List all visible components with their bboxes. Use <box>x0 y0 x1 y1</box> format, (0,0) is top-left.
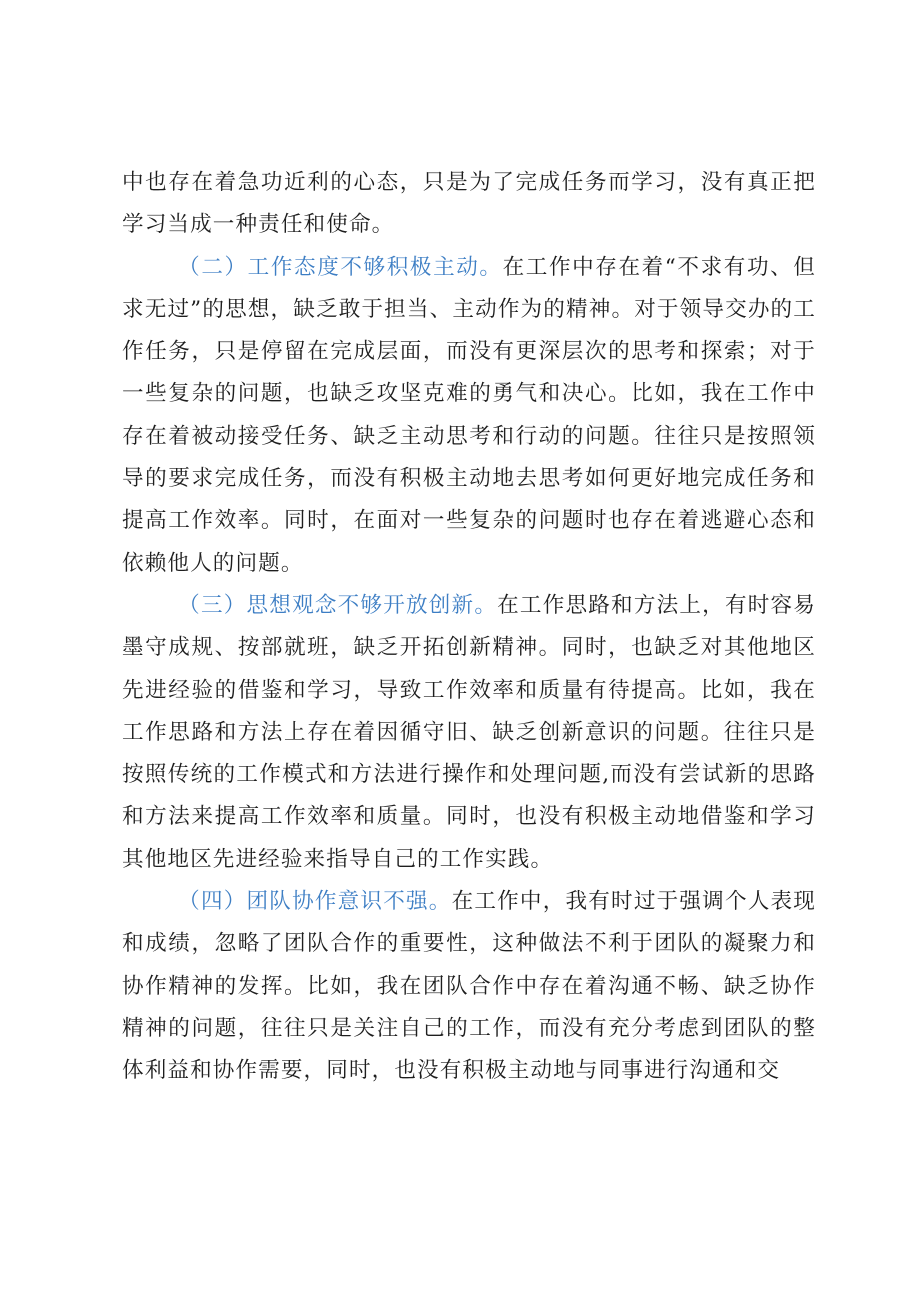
paragraph-text: 在工作思路和方法上，有时容易墨守成规、按部就班，缺乏开拓创新精神。同时，也缺乏对其他地区先进经验的借鉴和学习，导致工作效率和质量有待提高。比如，我在工作思路和方法上存在着因循守旧、缺乏创新意识的问题。往往只是按照传统的工作模式和方法进行操作和处理问题,而没有尝试新的思路和方法来提高工作效率和质量。同时，也没有积极主动地借鉴和学习其他地区先进经验来指导自己的工作实践。 <box>122 592 816 872</box>
paragraph-text: 中也存在着急功近利的心态，只是为了完成任务而学习，没有真正把学习当成一种责任和使命。 <box>122 170 816 238</box>
paragraph-teamwork <box>122 881 816 1092</box>
paragraph-continuation <box>122 162 816 247</box>
document-body <box>122 162 816 1093</box>
section-heading-work-attitude: （二）工作态度不够积极主动。 <box>178 254 503 280</box>
paragraph-text: 在工作中，我有时过于强调个人表现和成绩，忽略了团队合作的重要性，这种做法不利于团队的凝聚力和协作精神的发挥。比如，我在团队合作中存在着沟通不畅、缺乏协作精神的问题，往往只是关注自己的工作，而没有充分考虑到团队的整体利益和协作需要，同时，也没有积极主动地与同事进行沟通和交 <box>122 889 817 1084</box>
section-heading-teamwork: （四）团队协作意识不强。 <box>178 889 452 915</box>
paragraph-open-innovation <box>122 585 816 881</box>
section-heading-open-innovation: （三）思想观念不够开放创新。 <box>178 592 498 618</box>
paragraph-work-attitude <box>122 247 816 585</box>
paragraph-text: 在工作中存在着“不求有功、但求无过”的思想，缺乏敢于担当、主动作为的精神。对于领导交办的工作任务，只是停留在完成层面，而没有更深层次的思考和探索；对于一些复杂的问题，也缺乏攻坚克难的勇气和决心。比如，我在工作中存在着被动接受任务、缺乏主动思考和行动的问题。往往只是按照领导的要求完成任务，而没有积极主动地去思考如何更好地完成任务和提高工作效率。同时，在面对一些复杂的问题时也存在着逃避心态和依赖他人的问题。 <box>122 254 816 576</box>
